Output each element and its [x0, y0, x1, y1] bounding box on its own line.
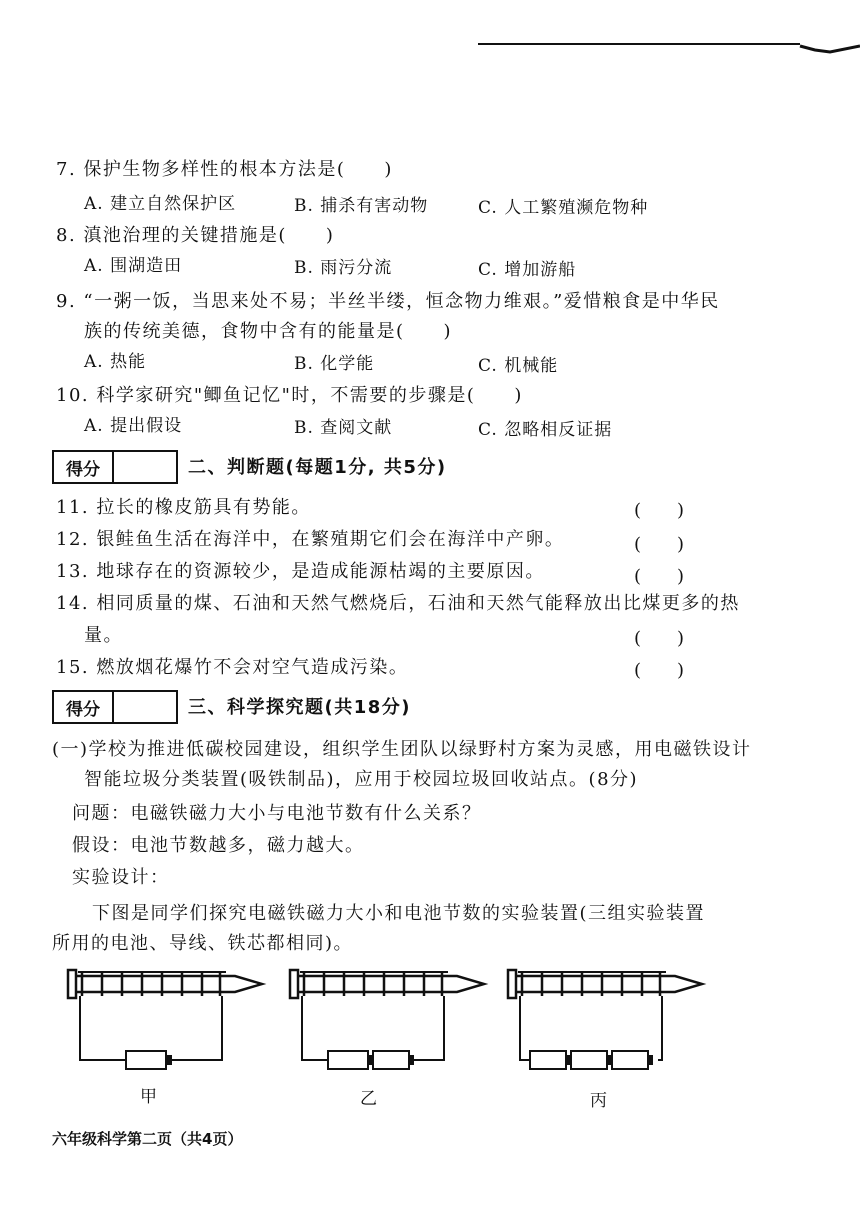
- question-9-option-c: C. 机械能: [478, 356, 559, 376]
- question-7-stem: 7. 保护生物多样性的根本方法是( ): [56, 159, 393, 180]
- question-7-option-b: B. 捕杀有害动物: [294, 196, 429, 216]
- question-7-option-c: C. 人工繁殖濒危物种: [478, 198, 649, 218]
- top-rule: [470, 34, 860, 60]
- question-8-option-b: B. 雨污分流: [294, 258, 393, 278]
- answer-paren-14: ( ): [634, 628, 685, 649]
- judge-item-15: 15. 燃放烟花爆竹不会对空气造成污染。: [56, 657, 409, 678]
- page-footer: 六年级科学第二页（共4页）: [52, 1130, 243, 1148]
- question-10-option-c: C. 忽略相反证据: [478, 420, 613, 440]
- question-9-stem-line2: 族的传统美德，食物中含有的能量是( ): [84, 321, 453, 342]
- score-blank: [114, 692, 176, 722]
- score-label: 得分: [54, 692, 114, 722]
- question-8-option-c: C. 增加游船: [478, 260, 577, 280]
- score-box-section-2: [52, 450, 178, 484]
- diagram-label-yi: 乙: [360, 1089, 377, 1109]
- diagram-label-jia: 甲: [140, 1087, 157, 1107]
- question-10-option-a: A. 提出假设: [84, 416, 183, 436]
- question-9-option-a: A. 热能: [84, 352, 147, 372]
- question-10-option-b: B. 查阅文献: [294, 418, 393, 438]
- inquiry-question: 问题：电磁铁磁力大小与电池节数有什么关系？: [72, 803, 482, 824]
- electromagnet-diagram-bing: [500, 962, 710, 1072]
- judge-item-14-continued: 量。: [84, 625, 123, 646]
- score-blank: [114, 452, 176, 482]
- question-9-option-b: B. 化学能: [294, 354, 375, 374]
- question-8-stem: 8. 滇池治理的关键措施是( ): [56, 225, 335, 246]
- inquiry-intro-line2: 智能垃圾分类装置(吸铁制品)，应用于校园垃圾回收站点。(8分): [84, 769, 639, 790]
- question-10-stem: 10. 科学家研究"鲫鱼记忆"时，不需要的步骤是( ): [56, 385, 523, 406]
- score-box-section-3: [52, 690, 178, 724]
- section-2-title: 二、判断题(每题1分, 共5分): [188, 457, 447, 478]
- question-9-stem-line1: 9. “一粥一饭，当思来处不易；半丝半缕，恒念物力维艰。”爱惜粮食是中华民: [56, 291, 720, 312]
- diagram-label-bing: 丙: [590, 1091, 607, 1111]
- inquiry-description-line1: 下图是同学们探究电磁铁磁力大小和电池节数的实验装置(三组实验装置: [92, 903, 706, 924]
- judge-item-12: 12. 银鲑鱼生活在海洋中，在繁殖期它们会在海洋中产卵。: [56, 529, 565, 550]
- section-3-title: 三、科学探究题(共18分): [188, 697, 412, 718]
- question-8-option-a: A. 围湖造田: [84, 256, 183, 276]
- inquiry-hypothesis: 假设：电池节数越多，磁力越大。: [72, 835, 365, 856]
- score-label: 得分: [54, 452, 114, 482]
- electromagnet-diagram-yi: [282, 962, 492, 1072]
- judge-item-14: 14. 相同质量的煤、石油和天然气燃烧后，石油和天然气能释放出比煤更多的热: [56, 593, 740, 614]
- answer-paren-13: ( ): [634, 566, 685, 587]
- inquiry-description-line2: 所用的电池、导线、铁芯都相同)。: [52, 933, 354, 954]
- question-7-option-a: A. 建立自然保护区: [84, 194, 237, 214]
- answer-paren-12: ( ): [634, 534, 685, 555]
- judge-item-11: 11. 拉长的橡皮筋具有势能。: [56, 497, 311, 518]
- electromagnet-diagram-jia: [60, 962, 270, 1072]
- inquiry-design-label: 实验设计：: [72, 867, 170, 888]
- answer-paren-11: ( ): [634, 500, 685, 521]
- judge-item-13: 13. 地球存在的资源较少，是造成能源枯竭的主要原因。: [56, 561, 545, 582]
- inquiry-intro-line1: (一)学校为推进低碳校园建设，组织学生团队以绿野村方案为灵感，用电磁铁设计: [52, 739, 752, 760]
- answer-paren-15: ( ): [634, 660, 685, 681]
